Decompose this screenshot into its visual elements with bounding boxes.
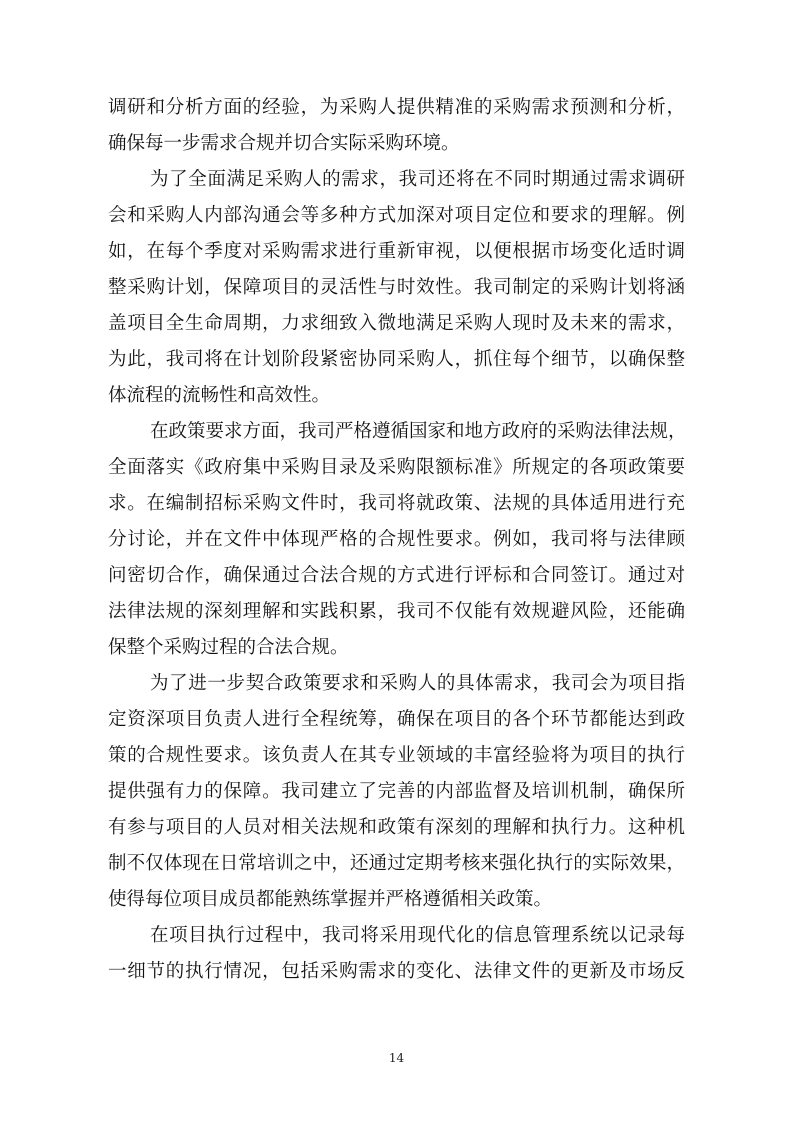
text-line: 保整个采购过程的合法合规。 [108, 637, 349, 658]
paragraph-first-line: 在项目执行过程中，我司将采用现代化的信息管理系统以记录每 [150, 925, 685, 946]
text-line: 使得每位项目成员都能熟练掌握并严格遵循相关政策。 [108, 889, 553, 910]
text-line: 为此，我司将在计划阶段紧密协同采购人，抓住每个细节，以确保整 [108, 349, 685, 370]
text-line: 会和采购人内部沟通会等多种方式加深对项目定位和要求的理解。例 [108, 205, 685, 226]
text-line: 一细节的执行情况，包括采购需求的变化、法律文件的更新及市场反 [108, 961, 685, 982]
text-line: 问密切合作，确保通过合法合规的方式进行评标和合同签订。通过对 [108, 565, 685, 586]
page-number: 14 [388, 1051, 405, 1065]
text-line: 全面落实《政府集中采购目录及采购限额标准》所规定的各项政策要 [108, 457, 685, 478]
text-line: 制不仅体现在日常培训之中，还通过定期考核来强化执行的实际效果， [108, 853, 685, 874]
text-line: 分讨论，并在文件中体现严格的合规性要求。例如，我司将与法律顾 [108, 529, 685, 550]
text-line: 如，在每个季度对采购需求进行重新审视，以便根据市场变化适时调 [108, 241, 685, 262]
paragraph-first-line: 在政策要求方面，我司严格遵循国家和地方政府的采购法律法规， [150, 421, 687, 442]
text-line: 策的合规性要求。该负责人在其专业领域的丰富经验将为项目的执行 [108, 745, 685, 766]
text-line: 提供强有力的保障。我司建立了完善的内部监督及培训机制，确保所 [108, 781, 685, 802]
paragraph-first-line: 为了全面满足采购人的需求，我司还将在不同时期通过需求调研 [150, 169, 685, 190]
text-line: 盖项目全生命周期，力求细致入微地满足采购人现时及未来的需求， [108, 313, 685, 334]
text-line: 定资深项目负责人进行全程统筹，确保在项目的各个环节都能达到政 [108, 709, 685, 730]
paragraph-first-line: 为了进一步契合政策要求和采购人的具体需求，我司会为项目指 [150, 673, 685, 694]
text-line: 确保每一步需求合规并切合实际采购环境。 [108, 133, 460, 154]
text-line: 体流程的流畅性和高效性。 [108, 385, 331, 406]
text-line: 法律法规的深刻理解和实践积累，我司不仅能有效规避风险，还能确 [108, 601, 685, 622]
text-line: 求。在编制招标采购文件时，我司将就政策、法规的具体适用进行充 [108, 493, 685, 514]
text-line: 调研和分析方面的经验，为采购人提供精准的采购需求预测和分析， [108, 97, 685, 118]
text-line: 整采购计划，保障项目的灵活性与时效性。我司制定的采购计划将涵 [108, 277, 685, 298]
text-line: 有参与项目的人员对相关法规和政策有深刻的理解和执行力。这种机 [108, 817, 685, 838]
